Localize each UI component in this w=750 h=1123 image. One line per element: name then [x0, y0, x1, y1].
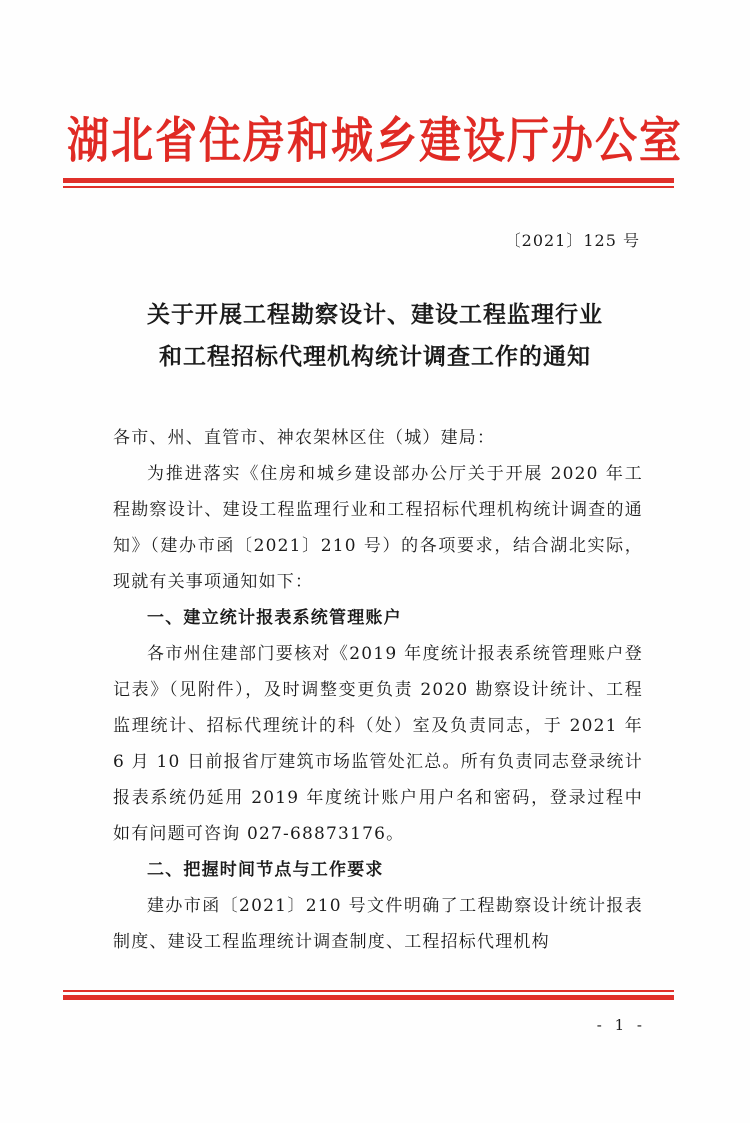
document-title-line-1: 关于开展工程勘察设计、建设工程监理行业: [147, 301, 603, 328]
footer-rule-thick: [63, 995, 674, 1000]
document-body: [113, 420, 643, 960]
header-red-rule: [63, 178, 674, 188]
footer-red-rule: [63, 990, 674, 1000]
office-header-title: 湖北省住房和城乡建设厅办公室: [66, 112, 683, 169]
intro-paragraph: 为推进落实《住房和城乡建设部办公厅关于开展 2020 年工程勘察设计、建设工程监理行业和工程招标代理机构统计调查的通知》（建办市函〔2021〕210 号）的各项要求，结合湖北实际，现就有关事项通知如下：: [113, 464, 643, 592]
section-2-paragraph: 建办市函〔2021〕210 号文件明确了工程勘察设计统计报表制度、建设工程监理统计调查制度、工程招标代理机构: [113, 896, 643, 952]
document-title: [0, 294, 750, 378]
section-1-paragraph: 各市州住建部门要核对《2019 年度统计报表系统管理账户登记表》（见附件），及时调整变更负责 2020 勘察设计统计、工程监理统计、招标代理统计的科（处）室及负责同志，于 2021 年 6 月 10 日前报省厅建筑市场监管处汇总。所有负责同志登录统计报表系统仍延用 2019 年度统计账户用户名和密码，登录过程中如有问题可咨询 027-68873176。: [113, 644, 643, 844]
page-number: - 1 -: [596, 1016, 646, 1034]
section-1-heading: 一、建立统计报表系统管理账户: [147, 608, 402, 628]
footer-rule-thin: [63, 990, 674, 992]
document-number: 〔2021〕125 号: [504, 231, 640, 250]
header-rule-thick: [63, 178, 674, 183]
section-2-heading: 二、把握时间节点与工作要求: [147, 860, 384, 880]
document-title-line-2: 和工程招标代理机构统计调查工作的通知: [159, 343, 591, 370]
header-rule-thin: [63, 186, 674, 188]
salutation: 各市、州、直管市、神农架林区住（城）建局：: [113, 428, 496, 448]
